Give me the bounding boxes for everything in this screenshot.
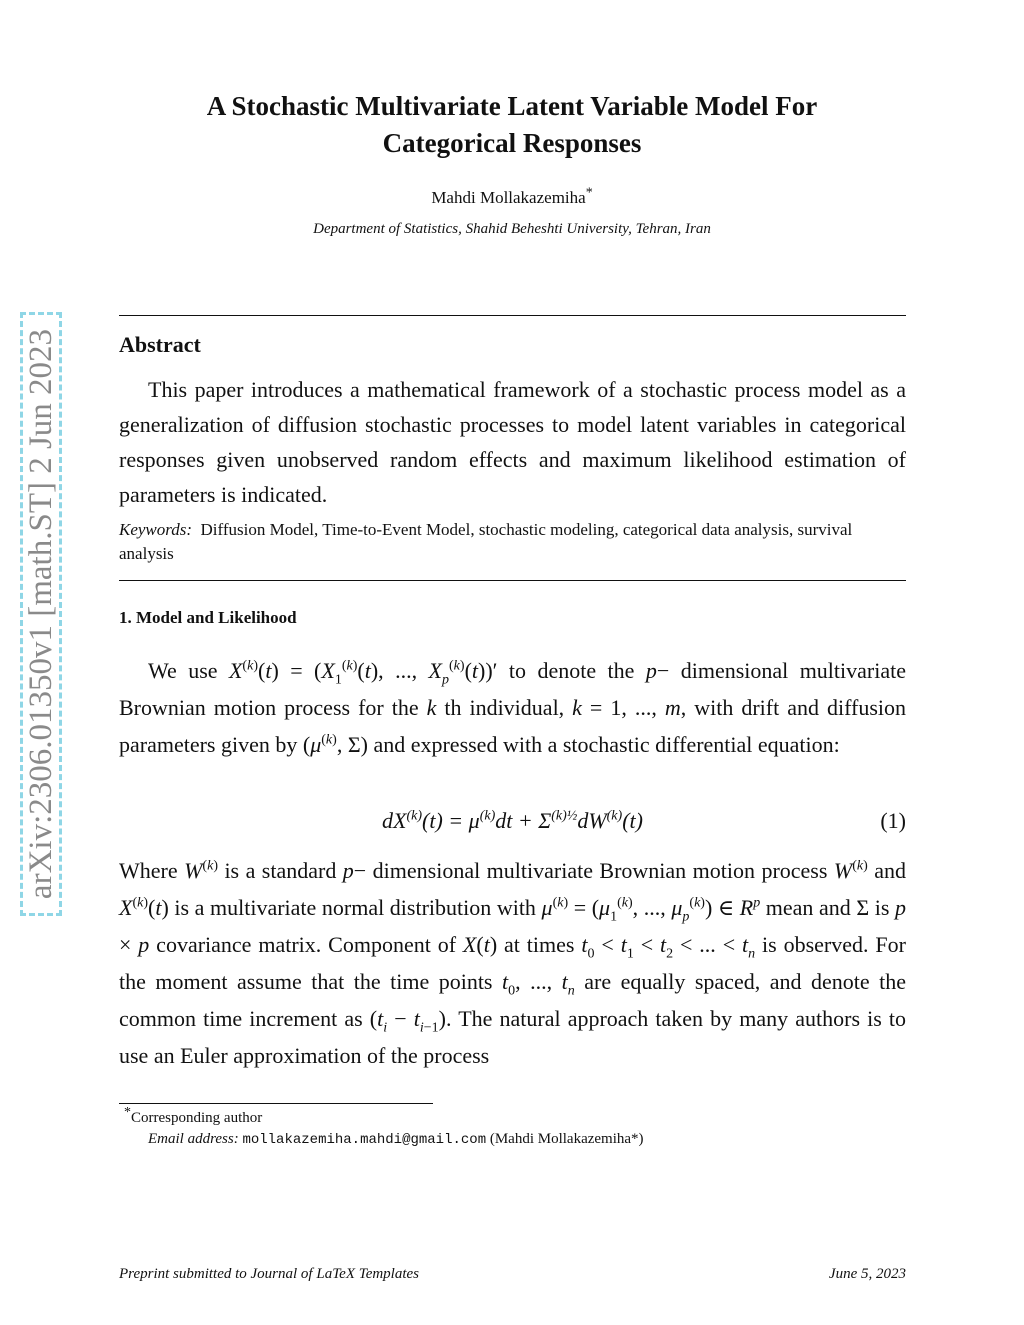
paper-title bbox=[120, 88, 904, 162]
arxiv-stamp: arXiv:2306.01350v1 [math.ST] 2 Jun 2023 bbox=[23, 328, 59, 900]
affiliation: Department of Statistics, Shahid Beheshti University, Tehran, Iran bbox=[313, 221, 711, 237]
equation-body: $dX^{(k)}(t) = \mu^{(k)}dt + \Sigma^{(k)\frac{1}{2}}dW^{(k)}(t)$ bbox=[382, 808, 643, 833]
paragraph-1: We use $X^{(k)}(t) = (X_1^{(k)}(t)$, ..., $X_p^{(k)}(t))'$ to denote the p− dimensional multivariate Brownian motion process for the k th individual, k = 1, ..., m, with drift and diffusion parameters given by ($\mu^{(k)}$, Σ) and expressed with a stochastic differential equation: bbox=[119, 658, 906, 757]
page-footer bbox=[119, 1266, 906, 1283]
footnote-rule bbox=[119, 1103, 433, 1104]
author-footnote-mark: * bbox=[585, 185, 593, 201]
equation-number: (1) bbox=[880, 808, 906, 833]
abstract-text: This paper introduces a mathematical framework of a stochastic process model as a generalization of diffusion stochastic processes to model latent variables in categorical responses given unobserved random effects and maximum likelihood estimation of parameters is indicated. bbox=[119, 377, 906, 507]
author-line bbox=[120, 185, 904, 208]
footnote-email-address[interactable]: mollakazemiha.mahdi@gmail.com bbox=[242, 1132, 487, 1148]
equation-1 bbox=[119, 802, 906, 839]
footnote-email-label: Email address: bbox=[148, 1131, 239, 1147]
author-name: Mahdi Mollakazemiha bbox=[431, 188, 586, 207]
footnote-email-owner: (Mahdi Mollakazemiha*) bbox=[489, 1131, 644, 1147]
keywords-label: Keywords: bbox=[119, 520, 193, 539]
footnote-mark: * bbox=[124, 1105, 131, 1120]
paragraph-2: Where $W^{(k)}$ is a standard p− dimensional multivariate Brownian motion process $W^{(k)}$ and $X^{(k)}(t)$ is a multivariate normal distribution with $\mu^{(k)} = (\mu_1^{(k)}$, ..., $\mu_p^{(k)}$) ∈ $R^p$ mean and Σ is p × p covariance matrix. Component of X(t) at times $t_0 < t_1 < t_2$ < ... < $t_n$ is observed. For the moment assume that the time points $t_0$, ..., $t_n$ are equally spaced, and denote the common time increment as $(t_i - t_{i-1})$. The natural approach taken by many authors is to use an Euler approximation of the process bbox=[119, 858, 907, 1068]
footnote-corresponding-text: Corresponding author bbox=[131, 1110, 263, 1126]
abstract-top-rule bbox=[119, 315, 906, 316]
abstract-bottom-rule bbox=[119, 580, 906, 581]
keywords-text: Diffusion Model, Time-to-Event Model, stochastic modeling, categorical data analysis, survival analysis bbox=[119, 520, 853, 563]
keywords bbox=[119, 518, 906, 566]
title-line-2: Categorical Responses bbox=[382, 128, 642, 158]
footnote-corresponding bbox=[124, 1105, 263, 1128]
title-line-1: A Stochastic Multivariate Latent Variable Model For bbox=[206, 91, 818, 121]
footnote-email bbox=[148, 1129, 644, 1150]
abstract-heading: Abstract bbox=[119, 332, 201, 357]
section-heading: 1. Model and Likelihood bbox=[119, 608, 297, 627]
footer-left: Preprint submitted to Journal of LaTeX Templates bbox=[119, 1266, 420, 1282]
footer-date: June 5, 2023 bbox=[828, 1266, 906, 1282]
